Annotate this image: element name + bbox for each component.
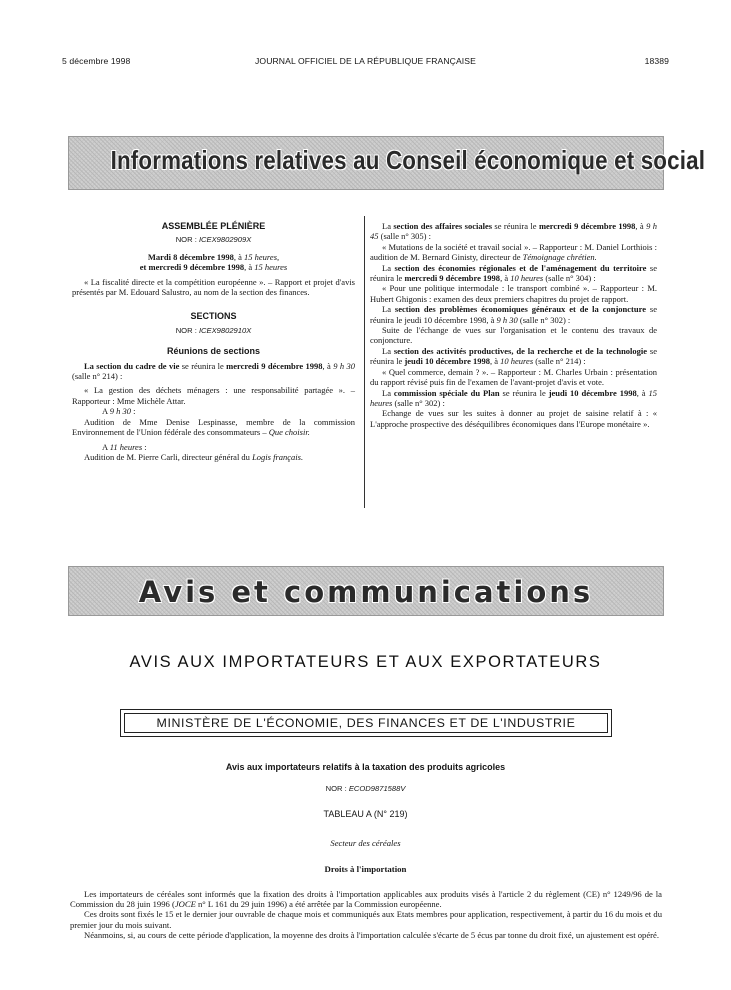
droits-paragraph-1: Les importateurs de céréales sont informés que la fixation des droits à l'importation applicables aux produits visés à l'article 2 du règlement (CE) n° 1249/96 de la Commission du 28 juin 1996 (JOCE n° L 161 du 29 juin 1996) a été arrêtée par la Commission européenne. <box>70 889 662 910</box>
audition-lespinasse: Audition de Mme Denise Lespinasse, membre de la commission Environnement de l'Union fédérale des consommateurs – Que choisir. <box>72 416 355 438</box>
reunions-heading: Réunions de sections <box>166 346 261 357</box>
avis-importateurs-heading: AVIS AUX IMPORTATEURS ET AUX EXPORTATEURS <box>129 653 602 671</box>
commission-plan-intro: La commission spéciale du Plan se réunira le jeudi 10 décembre 1998, à 15 heures (salle n° 302) : <box>370 387 657 408</box>
economies-regionales-intro: La section des économies régionales et de l'aménagement du territoire se réunira le mercredi 9 décembre 1998, à 10 heures (salle n° 304) : <box>370 262 657 284</box>
time-11h: A 11 heures : <box>102 441 147 452</box>
nor-assemblee: NOR : ICEX9802909X <box>175 235 252 245</box>
tableau-label: TABLEAU A (N° 219) <box>323 809 408 819</box>
problemes-economiques-intro: La section des problèmes économiques généraux et de la conjoncture se réunira le jeudi 10 décembre 1998, à 9 h 30 (salle n° 302) : <box>370 304 657 325</box>
sections-heading: SECTIONS <box>190 311 237 322</box>
secteur-label: Secteur des céréales <box>330 838 401 848</box>
droits-paragraph-2: Ces droits sont fixés le 15 et le dernier jour ouvrable de chaque mois et communiqués aux Etats membres pour application, respectivement, à partir du 16 du mois et du premier jour du mois suivant. <box>70 909 662 930</box>
commission-plan-paragraph: Echange de vues sur les suites à donner au projet de saisine relatif à : « L'approche prospective des déséquilibres économiques dans l'Europe monétaire ». <box>370 408 657 429</box>
right-column <box>370 221 657 429</box>
audition-carli: Audition de M. Pierre Carli, directeur général du Logis français. <box>84 451 304 462</box>
left-column <box>72 221 355 462</box>
problemes-economiques-paragraph: Suite de l'échange de vues sur l'organisation et le contenu des travaux de conjoncture. <box>370 325 657 346</box>
time-930: A 9 h 30 : <box>102 406 136 417</box>
economies-regionales-paragraph: « Pour une politique intermodale : le transport combiné ». – Rapporteur : M. Hubert Ghigonis : examen des deux premiers chapitres du projet de rapport. <box>370 283 657 304</box>
affaires-sociales-intro: La section des affaires sociales se réunira le mercredi 9 décembre 1998, à 9 h 45 (salle n° 305) : <box>370 221 657 242</box>
ministere-title: MINISTÈRE DE L'ÉCONOMIE, DES FINANCES ET DE L'INDUSTRIE <box>124 713 608 733</box>
droits-heading: Droits à l'importation <box>324 864 407 874</box>
header-date: 5 décembre 1998 <box>62 56 131 66</box>
droits-paragraph-3: Néanmoins, si, au cours de cette période d'application, la moyenne des droits à l'importation calculée s'écarte de 5 écus par tonne du droit fixé, un ajustement est opéré. <box>84 929 659 940</box>
activites-productives-intro: La section des activités productives, de la recherche et de la technologie se réunira le jeudi 10 décembre 1998, à 10 heures (salle n° 214) : <box>370 345 657 367</box>
column-divider <box>364 216 365 508</box>
banner-avis-title: Avis et communications <box>138 575 594 609</box>
header-page-number: 18389 <box>644 56 669 66</box>
activites-productives-paragraph: « Quel commerce, demain ? ». – Rapporteur : M. Charles Urbain : présentation du rapport révisé puis fin de l'examen de l'avant-projet d'avis et vote. <box>370 366 657 388</box>
assemblee-paragraph: « La fiscalité directe et la compétition européenne ». – Rapport et projet d'avis présentés par M. Edouard Salustro, au nom de la section des finances. <box>72 276 355 298</box>
avis-title: Avis aux importateurs relatifs à la taxation des produits agricoles <box>225 762 506 772</box>
banner-ces <box>68 136 706 190</box>
nor-avis: NOR : ECOD9871588V <box>325 784 406 793</box>
affaires-sociales-paragraph: « Mutations de la société et travail social ». – Rapporteur : M. Daniel Lorthiois : audition de M. Bernard Ginisty, directeur de Témoignage chrétien. <box>370 241 657 263</box>
banner-ces-title: Informations relatives au Conseil économique et social <box>110 145 706 175</box>
header-journal: JOURNAL OFFICIEL DE LA RÉPUBLIQUE FRANÇAISE <box>255 56 476 66</box>
cadre-de-vie-intro: La section du cadre de vie se réunira le mercredi 9 décembre 1998, à 9 h 30 (salle n° 214) : <box>72 360 355 382</box>
assemblee-heading: ASSEMBLÉE PLÉNIÈRE <box>161 221 266 231</box>
assemblee-date-2: et mercredi 9 décembre 1998, à 15 heures <box>139 262 288 273</box>
droits-text <box>70 889 662 940</box>
assemblee-date-1: Mardi 8 décembre 1998, à 15 heures, <box>147 251 280 262</box>
nor-sections: NOR : ICEX9802910X <box>175 325 252 335</box>
banner-avis <box>68 566 664 616</box>
dechets-paragraph: « La gestion des déchets ménagers : une responsabilité partagée ». – Rapporteur : Mme Michèle Attar. <box>72 385 355 406</box>
ministere-box <box>120 709 612 737</box>
